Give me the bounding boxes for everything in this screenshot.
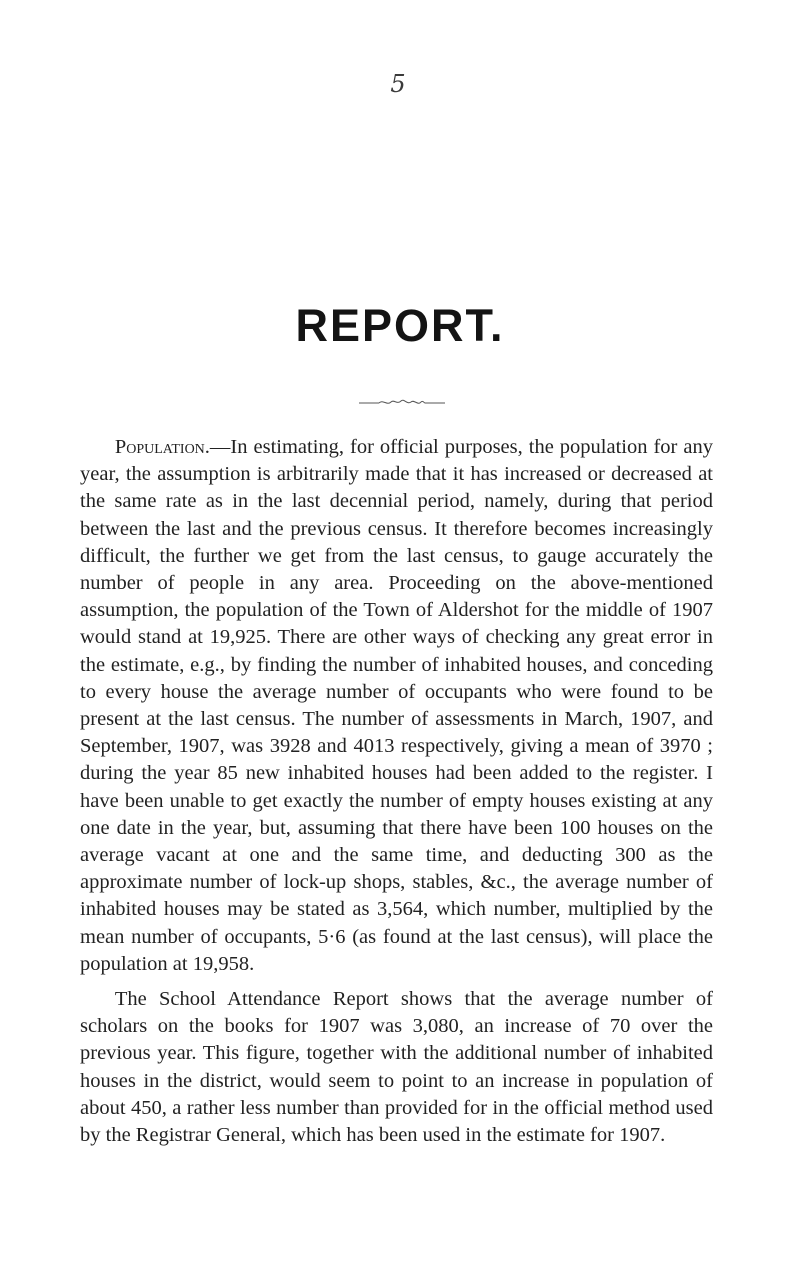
- paragraph-lead: Population.: [114, 436, 210, 458]
- page-number: 5: [390, 70, 406, 98]
- body-text: [80, 434, 713, 1149]
- paragraph-school-attendance: [80, 986, 713, 1149]
- ornament-divider: [357, 397, 447, 407]
- report-heading: REPORT.: [295, 300, 505, 351]
- paragraph-population: [80, 434, 713, 978]
- paragraph-text: —In estimating, for official purposes, the population for any year, the assumption is arbitrarily made that it has increased or decreased at the same rate as in the last decennial period, namely, during that period between the last and the previous census. It therefore becomes increasingly difficult, the further we get from the last census, to gauge accurately the number of people in any area. Proceeding on the above-mentioned assumption, the population of the Town of Aldershot for the middle of 1907 would stand at 19,925. There are other ways of checking any great error in the estimate, e.g., by finding the number of inhabited houses, and conceding to every house the average number of occupants who were found to be present at the last census. The number of assessments in March, 1907, and September, 1907, was 3928 and 4013 respectively, giving a mean of 3970 ; during the year 85 new inhabited houses had been added to the register. I have been unable to get exactly the number of empty houses existing at any one date in the year, but, assuming that there have been 100 houses on the average vacant at one and the same time, and deducting 300 as the approximate number of lock-up shops, stables, &c., the average number of inhabited houses may be stated as 3,564, which number, multiplied by the mean number of occupants, 5·6 (as found at the last census), will place the population at 19,958.: [80, 436, 713, 975]
- paragraph-text: The School Attendance Report shows that the average number of scholars on the books for 1907 was 3,080, an increase of 70 over the previous year. This figure, together with the additional number of inhabited houses in the district, would seem to point to an increase in population of about 450, a rather less number than provided for in the official method used by the Registrar General, which has been used in the estimate for 1907.: [80, 988, 713, 1147]
